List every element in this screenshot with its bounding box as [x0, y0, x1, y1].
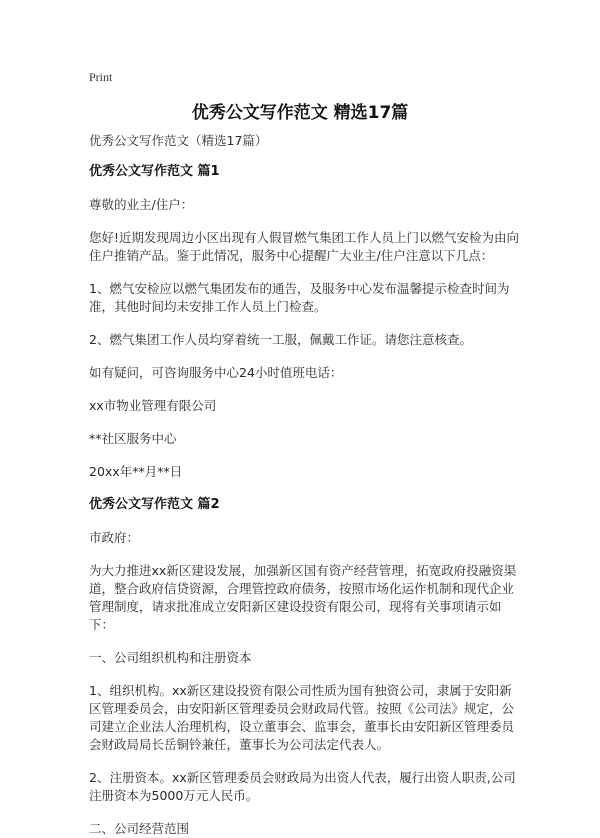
paragraph: 如有疑问，可咨询服务中心24小时值班电话： [89, 365, 343, 380]
paragraph: 1、燃气安检应以燃气集团发布的通告，及服务中心发布温馨提示检查时间为准，其他时间均未安排工作人员上门检查。 [89, 281, 510, 314]
paragraph: 2、注册资本。xx新区管理委员会财政局为出资人代表，履行出资人职责,公司注册资本为5000万元人民币。 [89, 770, 516, 803]
salutation: 尊敬的业主/住户： [89, 197, 194, 212]
signature-center: **社区服务中心 [89, 431, 177, 446]
paragraph: 2、燃气集团工作人员均穿着统一工服，佩戴工作证。请您注意核查。 [89, 332, 472, 347]
print-link[interactable]: Print [89, 70, 113, 84]
section-heading: 一、公司组织机构和注册资本 [89, 650, 252, 665]
article-heading: 优秀公文写作范文 篇2 [89, 497, 220, 512]
paragraph: 1、组织机构。xx新区建设投资有限公司性质为国有独资公司，隶属于安阳新区管理委员会，由安阳新区管理委员会财政局代管。按照《公司法》规定，公司建立企业法人治理机构，设立董事会、监事会，董事长由安阳新区管理委员会财政局局长岳铜铃兼任，董事长为公司法定代表人。 [89, 683, 515, 752]
signature-date: 20xx年**月**日 [89, 464, 183, 479]
section-heading: 二、公司经营范围 [89, 821, 190, 836]
signature-company: xx市物业管理有限公司 [89, 398, 217, 413]
paragraph: 为大力推进xx新区建设发展，加强新区国有资产经营管理，拓宽政府投融资渠道，整合政府信贷资源，合理管控政府债务，按照市场化运作机制和现代企业管理制度，请求批准成立安阳新区建设投资有限公司，现将有关事项请示如下： [89, 563, 517, 632]
document-body [89, 132, 521, 838]
article-heading: 优秀公文写作范文 篇1 [89, 164, 220, 179]
page-title: 优秀公文写作范文 精选17篇 [191, 103, 409, 123]
salutation: 市政府： [89, 530, 140, 545]
document-subtitle: 优秀公文写作范文（精选17篇） [89, 133, 268, 148]
paragraph: 您好!近期发现周边小区出现有人假冒燃气集团工作人员上门以燃气安检为由向住户推销产品。鉴于此情况，服务中心提醒广大业主/住户注意以下几点： [89, 230, 520, 263]
